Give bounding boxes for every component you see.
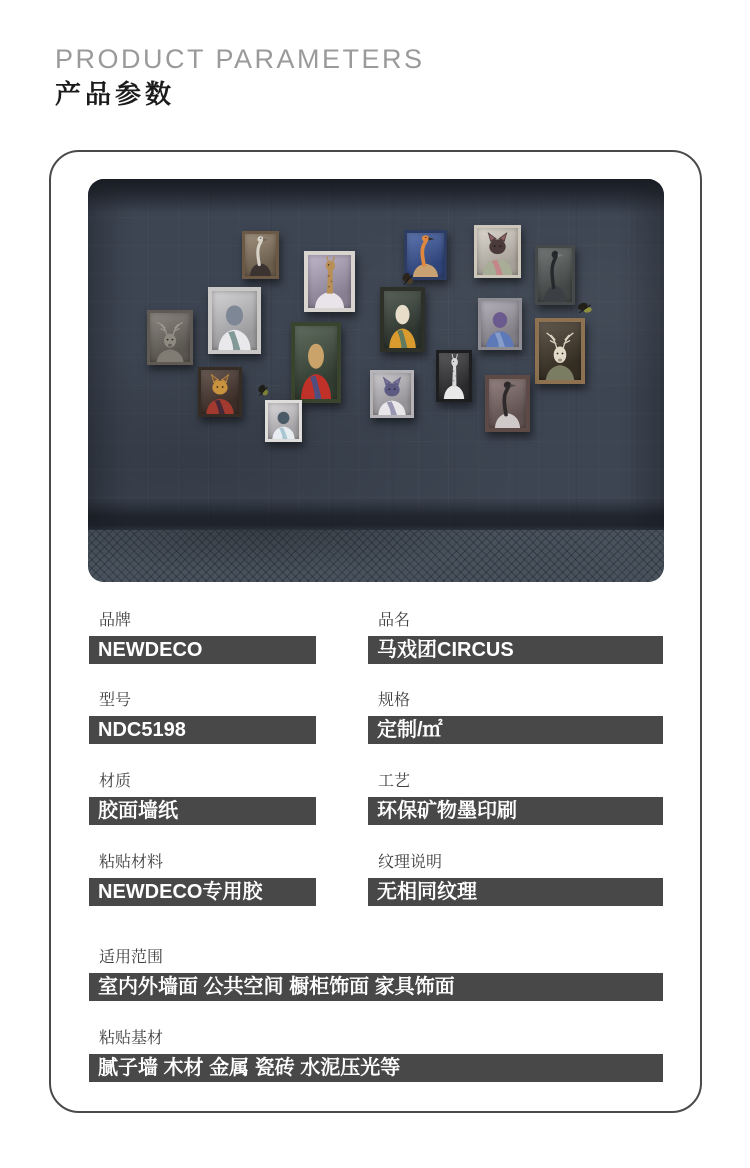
portrait-bronze-deer-portrait [539,322,581,380]
param-label: 纹理说明 [378,854,443,871]
param-row [89,612,316,664]
portrait-flamingo-portrait [407,233,444,277]
portrait-mauve-bird-portrait [489,379,526,428]
param-value: NEWDECO [89,636,316,664]
param-label: 规格 [378,692,411,709]
section-title-en: PRODUCT PARAMETERS [55,44,425,74]
param-row [368,854,663,906]
param-label: 工艺 [378,773,411,790]
param-value: 马戏团CIRCUS [368,636,663,664]
portrait-giraffe-portrait [308,255,351,308]
param-label: 适用范围 [99,949,164,966]
frame-deer-sketch-portrait [147,310,193,365]
portrait-fox-cat-portrait [477,228,518,275]
frame-bw-giraffe-portrait [436,350,472,402]
param-label: 品名 [378,612,411,629]
frame-eagle-portrait [291,322,341,403]
parameters-card [49,150,702,1113]
portrait-ostrich-portrait [245,234,276,276]
portrait-tiger-portrait [201,370,239,414]
portrait-small-bird-portrait [268,403,299,439]
frame-fox-cat-portrait [474,225,521,278]
param-label: 粘贴基材 [99,1030,164,1047]
param-row [89,854,316,906]
param-row [89,949,663,1001]
butterfly-right-icon [577,302,593,315]
butterfly-top-icon [402,272,414,287]
param-row [368,773,663,825]
frame-mauve-bird-portrait [485,375,530,432]
frame-tiger-portrait [198,367,242,417]
portrait-bw-giraffe-portrait [439,353,469,399]
param-label: 品牌 [99,612,132,629]
frame-monkey-portrait [380,287,425,352]
param-value: 无相同纹理 [368,878,663,906]
section-title-zh: 产品参数 [55,79,176,109]
frame-bronze-deer-portrait [535,318,585,384]
frame-dark-goose-portrait [535,245,575,305]
product-image [88,179,664,582]
frame-giraffe-portrait [304,251,355,312]
butterfly-bottom-icon [258,384,269,398]
param-row [368,692,663,744]
param-row [368,612,663,664]
param-value: 定制/㎡ [368,716,663,744]
param-value: NEWDECO专用胶 [89,878,316,906]
param-label: 材质 [99,773,132,790]
param-value: 环保矿物墨印刷 [368,797,663,825]
frame-small-bird-portrait [265,400,302,442]
portrait-dark-goose-portrait [538,248,572,302]
param-label: 粘贴材料 [99,854,164,871]
frame-purple-bird-portrait [478,298,522,350]
portrait-monkey-portrait [384,291,421,348]
frame-silver-bird-portrait [208,287,261,354]
param-row [89,692,316,744]
param-value: 室内外墙面 公共空间 橱柜饰面 家具饰面 [89,973,663,1001]
portrait-purple-bird-portrait [481,301,519,347]
wall-top-shadow [88,179,664,213]
wall-bottom-pattern [88,530,664,582]
wall-smudge-band [88,498,664,530]
param-value: NDC5198 [89,716,316,744]
frame-ostrich-portrait [242,231,279,279]
portrait-deer-sketch-portrait [150,313,190,362]
param-row [89,773,316,825]
portrait-eagle-portrait [295,326,337,399]
frame-bat-cat-portrait [370,370,414,418]
portrait-bat-cat-portrait [373,373,411,415]
portrait-silver-bird-portrait [212,291,257,350]
param-label: 型号 [99,692,132,709]
param-row [89,1030,663,1082]
param-value: 胶面墙纸 [89,797,316,825]
param-value: 腻子墙 木材 金属 瓷砖 水泥压光等 [89,1054,663,1082]
